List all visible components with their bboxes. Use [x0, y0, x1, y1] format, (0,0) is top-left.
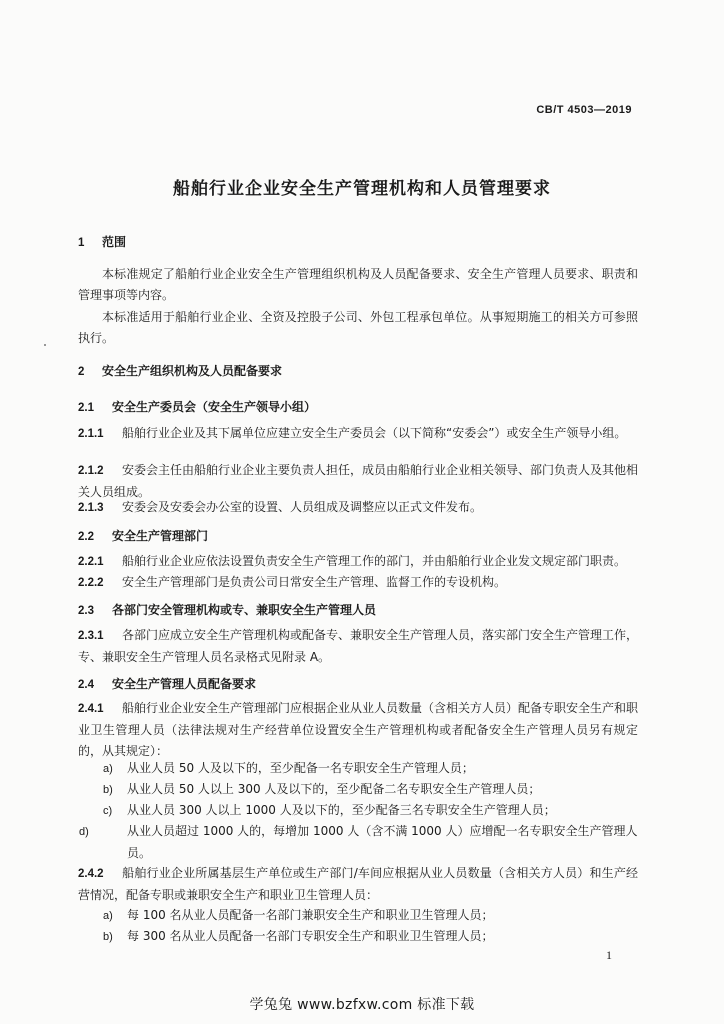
subsection-2-3-heading — [78, 601, 376, 618]
list-item-label: a) — [103, 763, 113, 775]
clause-text: 安全生产管理部门是负责公司日常安全生产管理、监督工作的专设机构。 — [122, 575, 507, 589]
subsection-2-2-heading — [78, 527, 208, 544]
list-item — [103, 800, 638, 822]
list-item-text: 从业人员 50 人以上 300 人及以下的，至少配备二名专职安全生产管理人员； — [127, 782, 541, 796]
subsection-number: 2.1 — [78, 402, 94, 414]
clause-number: 2.1.2 — [78, 465, 104, 477]
list-item — [103, 758, 638, 780]
clause-number: 2.1.1 — [78, 428, 104, 440]
list-item-label: d) — [79, 826, 89, 838]
standard-code: CB/T 4503—2019 — [536, 104, 632, 116]
list-item-label: a) — [103, 910, 113, 922]
section-2-heading — [78, 362, 282, 379]
list-item-text: 从业人员 300 人以上 1000 人及以下的，至少配备三名专职安全生产管理人员； — [127, 803, 556, 817]
page-number: 1 — [606, 948, 612, 962]
watermark-footer: 学兔兔 www.bzfxw.com 标准下载 — [249, 997, 475, 1013]
scope-paragraph-1: 本标准规定了船舶行业企业安全生产管理组织机构及人员配备要求、安全生产管理人员要求、职责和管理事项等内容。 — [78, 267, 638, 302]
list-item-label: b) — [103, 931, 113, 943]
document-title: 船舶行业企业安全生产管理机构和人员管理要求 — [173, 179, 551, 199]
clause-2-2-2 — [78, 572, 638, 594]
clause-2-1-3 — [78, 497, 638, 519]
subsection-2-4-heading — [78, 675, 256, 692]
subsection-title: 安全生产管理部门 — [112, 529, 209, 543]
clause-2-1-1 — [78, 423, 638, 445]
clause-number: 2.1.3 — [78, 502, 104, 514]
subsection-number: 2.4 — [78, 679, 94, 691]
scope-paragraph-2: 本标准适用于船舶行业企业、全资及控股子公司、外包工程承包单位。从事短期施工的相关方可参照执行。 — [78, 310, 638, 345]
scan-speck — [44, 344, 46, 346]
subsection-title: 安全生产委员会（安全生产领导小组） — [112, 400, 317, 414]
list-item-text: 从业人员 50 人及以下的，至少配备一名专职安全生产管理人员； — [127, 761, 474, 775]
clause-number: 2.4.2 — [78, 868, 104, 880]
clause-text: 各部门应成立安全生产管理机构或配备专、兼职安全生产管理人员，落实部门安全生产管理工作，专、兼职安全生产管理人员名录格式见附录 A。 — [78, 628, 639, 664]
list-item — [103, 779, 638, 801]
list-item-label: b) — [103, 784, 113, 796]
clause-text: 船舶行业企业及其下属单位应建立安全生产委员会（以下简称“安委会”）或安全生产领导小组。 — [122, 426, 627, 440]
clause-2-4-1 — [78, 698, 638, 762]
list-item-text: 每 300 名从业人员配备一名部门专职安全生产和职业卫生管理人员； — [127, 929, 494, 943]
section-number: 1 — [78, 237, 85, 249]
subsection-title: 各部门安全管理机构或专、兼职安全生产管理人员 — [112, 603, 377, 617]
list-item — [103, 926, 593, 948]
list-item-text: 从业人员超过 1000 人的，每增加 1000 人（含不满 1000 人）应增配一名专职安全生产管理人员。 — [127, 824, 638, 860]
clause-2-3-1 — [78, 625, 638, 668]
section-number: 2 — [78, 366, 85, 378]
list-item-text: 每 100 名从业人员配备一名部门兼职安全生产和职业卫生管理人员； — [127, 908, 494, 922]
clause-2-4-2 — [78, 863, 638, 906]
clause-number: 2.4.1 — [78, 703, 104, 715]
clause-number: 2.2.1 — [78, 556, 104, 568]
clause-number: 2.2.2 — [78, 577, 104, 589]
clause-text: 船舶行业企业安全生产管理部门应根据企业从业人员数量（含相关方人员）配备专职安全生产和职业卫生管理人员（法律法规对生产经营单位设置安全生产管理机构或者配备安全生产管理人员另有规定的，从其规定）： — [78, 701, 639, 758]
list-item — [79, 821, 638, 864]
clause-text: 船舶行业企业应依法设置负责安全生产管理工作的部门，并由船舶行业企业发文规定部门职责。 — [122, 554, 627, 568]
clause-text: 安委会及安委会办公室的设置、人员组成及调整应以正式文件发布。 — [122, 500, 483, 514]
subsection-number: 2.2 — [78, 531, 94, 543]
clause-2-2-1 — [78, 551, 638, 573]
subsection-title: 安全生产管理人员配备要求 — [112, 677, 257, 691]
section-title: 范围 — [102, 235, 127, 249]
subsection-2-1-heading — [78, 398, 316, 415]
section-title: 安全生产组织机构及人员配备要求 — [102, 364, 283, 378]
list-item-label: c) — [103, 805, 113, 817]
clause-text: 船舶行业企业所属基层生产单位或生产部门/车间应根据从业人员数量（含相关方人员）和生产经营情况，配备专职或兼职安全生产和职业卫生管理人员： — [78, 866, 638, 902]
section-1-heading — [78, 233, 126, 250]
clause-number: 2.3.1 — [78, 630, 104, 642]
subsection-number: 2.3 — [78, 605, 94, 617]
list-item — [103, 905, 638, 927]
clause-text: 安委会主任由船舶行业企业主要负责人担任，成员由船舶行业企业相关领导、部门负责人及其他相关人员组成。 — [78, 463, 639, 499]
